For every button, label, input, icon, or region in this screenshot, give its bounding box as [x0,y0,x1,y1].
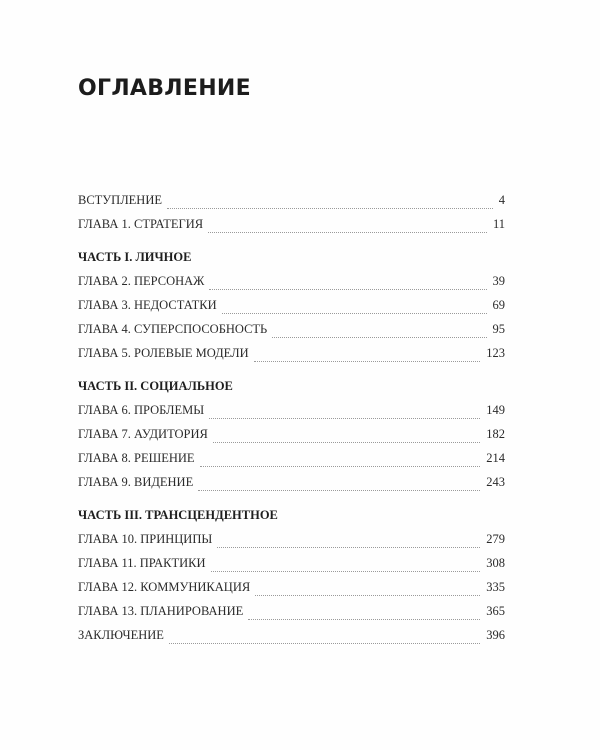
toc-entry-label: ГЛАВА 3. НЕДОСТАТКИ [78,298,217,312]
toc-entry-chapter-9[interactable] [78,475,505,499]
toc-part-3 [78,508,505,532]
dot-leader [209,417,480,419]
toc-entry-page: 4 [498,193,505,207]
dot-leader [248,618,480,620]
toc-entry-chapter-4[interactable] [78,322,505,346]
dot-leader [208,231,487,233]
dot-leader [254,360,481,362]
page-title: ОГЛАВЛЕНИЕ [78,76,251,101]
toc-entry-page: 149 [486,403,505,417]
toc-entry-label: ГЛАВА 12. КОММУНИКАЦИЯ [78,580,251,594]
toc-entry-label: ГЛАВА 8. РЕШЕНИЕ [78,451,195,465]
toc-entry-chapter-6[interactable] [78,403,505,427]
dot-leader [272,336,486,338]
toc-part-2 [78,379,505,403]
dot-leader [211,570,481,572]
toc-entry-chapter-13[interactable] [78,604,505,628]
toc-entry-chapter-12[interactable] [78,580,505,604]
toc-entry-page: 365 [486,604,505,618]
dot-leader [217,546,480,548]
toc-entry-page: 95 [492,322,505,336]
toc-part-1 [78,250,505,274]
toc-entry-label: ГЛАВА 6. ПРОБЛЕМЫ [78,403,205,417]
toc-entry-label: ГЛАВА 1. СТРАТЕГИЯ [78,217,204,231]
toc-entry-page: 396 [486,628,505,642]
dot-leader [200,465,481,467]
toc-entry-conclusion[interactable] [78,628,505,652]
toc-entry-page: 69 [492,298,505,312]
toc-entry-page: 243 [486,475,505,489]
dot-leader [255,594,480,596]
dot-leader [222,312,487,314]
dot-leader [167,207,493,209]
toc-entry-label: ЗАКЛЮЧЕНИЕ [78,628,164,642]
toc-entry-page: 123 [486,346,505,360]
toc-entry-page: 308 [486,556,505,570]
toc-entry-chapter-1[interactable] [78,217,505,241]
toc-entry-introduction[interactable] [78,193,505,217]
toc-entry-label: ГЛАВА 11. ПРАКТИКИ [78,556,206,570]
toc-entry-page: 214 [486,451,505,465]
toc-entry-page: 279 [486,532,505,546]
toc-part-label: ЧАСТЬ III. ТРАНСЦЕНДЕНТНОЕ [78,508,278,522]
toc-entry-label: ГЛАВА 2. ПЕРСОНАЖ [78,274,205,288]
toc-entry-chapter-5[interactable] [78,346,505,370]
toc-entry-label: ВСТУПЛЕНИЕ [78,193,162,207]
toc-entry-label: ГЛАВА 10. ПРИНЦИПЫ [78,532,213,546]
toc-entry-label: ГЛАВА 5. РОЛЕВЫЕ МОДЕЛИ [78,346,249,360]
toc-entry-chapter-2[interactable] [78,274,505,298]
toc-part-label: ЧАСТЬ II. СОЦИАЛЬНОЕ [78,379,233,393]
toc-entry-label: ГЛАВА 7. АУДИТОРИЯ [78,427,208,441]
toc-entry-page: 335 [486,580,505,594]
toc-part-label: ЧАСТЬ I. ЛИЧНОЕ [78,250,192,264]
toc-entry-chapter-3[interactable] [78,298,505,322]
toc-entry-chapter-11[interactable] [78,556,505,580]
dot-leader [169,642,480,644]
toc-entry-page: 182 [486,427,505,441]
toc-entry-label: ГЛАВА 13. ПЛАНИРОВАНИЕ [78,604,244,618]
toc-entry-chapter-10[interactable] [78,532,505,556]
table-of-contents [78,193,505,652]
toc-entry-chapter-7[interactable] [78,427,505,451]
toc-entry-page: 39 [492,274,505,288]
toc-entry-label: ГЛАВА 4. СУПЕРСПОСОБНОСТЬ [78,322,268,336]
toc-entry-page: 11 [492,217,505,231]
dot-leader [209,288,486,290]
toc-entry-label: ГЛАВА 9. ВИДЕНИЕ [78,475,194,489]
dot-leader [213,441,480,443]
toc-entry-chapter-8[interactable] [78,451,505,475]
dot-leader [198,489,480,491]
